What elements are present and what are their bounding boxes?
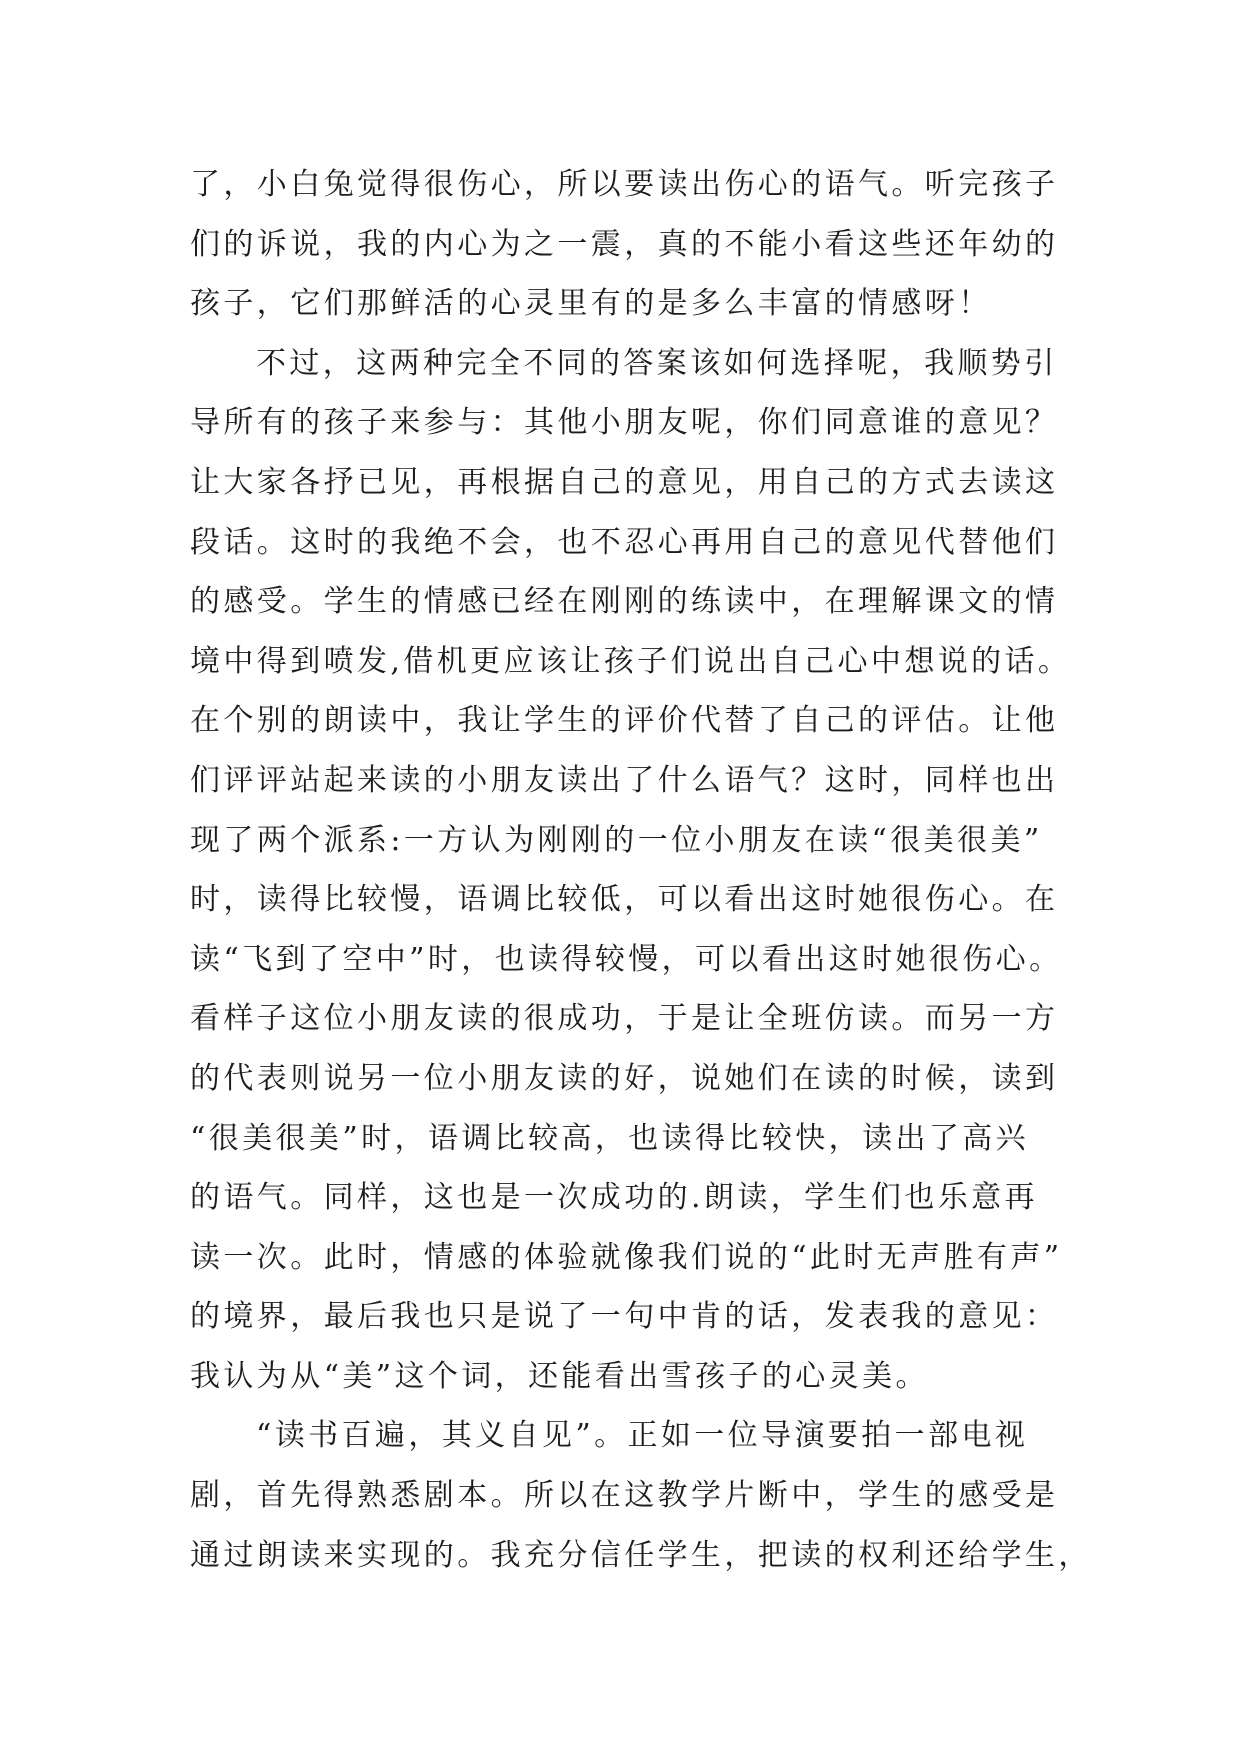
text-line: 们的诉说，我的内心为之一震，真的不能小看这些还年幼的: [190, 226, 1059, 262]
text-line: 的感受。学生的情感已经在刚刚的练读中，在理解课文的情: [190, 584, 1059, 620]
text-line: 的境界，最后我也只是说了一句中肯的话，发表我的意见：: [190, 1299, 1059, 1335]
text-line: 现了两个派系:一方认为刚刚的一位小朋友在读“很美很美”: [190, 822, 1043, 858]
text-line: 的语气。同样，这也是一次成功的.朗读，学生们也乐意再: [190, 1180, 1038, 1216]
text-line: 读“飞到了空中”时，也读得较慢，可以看出这时她很伤心。: [190, 941, 1063, 977]
text-line: 通过朗读来实现的。我充分信任学生，把读的权利还给学生，: [190, 1537, 1092, 1573]
text-line: 在个别的朗读中，我让学生的评价代替了自己的评估。让他: [190, 703, 1059, 739]
text-line: 我认为从“美”这个词，还能看出雪孩子的心灵美。: [190, 1358, 929, 1394]
text-line: “读书百遍，其义自见”。正如一位导演要拍一部电视: [256, 1418, 1029, 1454]
text-line: 时，读得比较慢，语调比较低，可以看出这时她很伤心。在: [190, 882, 1059, 918]
text-line: 的代表则说另一位小朋友读的好，说她们在读的时候，读到: [190, 1060, 1059, 1096]
text-line: 导所有的孩子来参与：其他小朋友呢，你们同意谁的意见？: [190, 405, 1059, 441]
text-line: 了，小白兔觉得很伤心，所以要读出伤心的语气。听完孩子: [190, 167, 1059, 202]
text-line: 不过，这两种完全不同的答案该如何选择呢，我顺势引: [256, 345, 1058, 381]
text-line: 境中得到喷发,借机更应该让孩子们说出自己心中想说的话。: [190, 643, 1072, 679]
text-line: 剧，首先得熟悉剧本。所以在这教学片断中，学生的感受是: [190, 1478, 1059, 1514]
text-line: “很美很美”时，语调比较高，也读得比较快，读出了高兴: [190, 1120, 1030, 1156]
text-line: 让大家各抒已见，再根据自己的意见，用自己的方式去读这: [190, 464, 1059, 500]
text-line: 们评评站起来读的小朋友读出了什么语气？这时，同样也出: [190, 762, 1059, 798]
text-line: 孩子，它们那鲜活的心灵里有的是多么丰富的情感呀！: [190, 286, 992, 322]
text-line: 段话。这时的我绝不会，也不忍心再用自己的意见代替他们: [190, 524, 1059, 560]
text-line: 读一次。此时，情感的体验就像我们说的“此时无声胜有声”: [190, 1239, 1063, 1275]
text-line: 看样子这位小朋友读的很成功，于是让全班仿读。而另一方: [190, 1001, 1059, 1037]
body-text: [190, 155, 1092, 1585]
